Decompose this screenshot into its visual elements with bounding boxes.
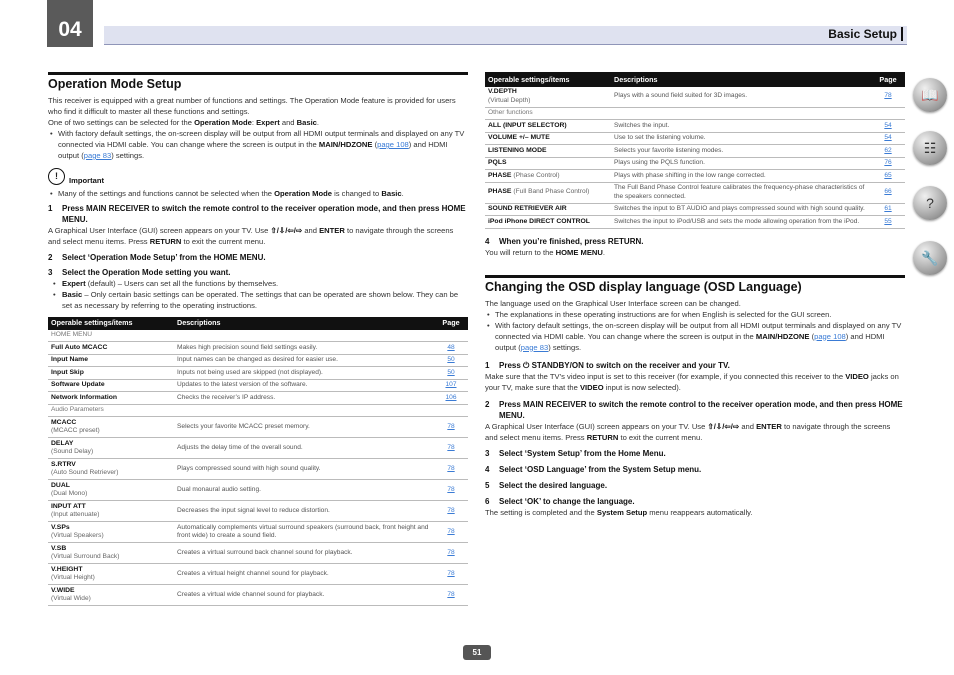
table-cell-page (871, 132, 905, 145)
step-4: 4 When you’re finished, press RETURN. (485, 236, 644, 246)
settings-table-left (48, 317, 468, 606)
table-cell-page (871, 203, 905, 216)
table-cell-item: VOLUME +/– MUTE (485, 132, 611, 145)
settings-table-right (485, 72, 905, 229)
table-cell-item: Input Skip (48, 367, 174, 380)
page-link[interactable]: 76 (884, 159, 892, 166)
osd-step-2: 2 Press MAIN RECEIVER to switch the remote control to the receiver operation mode, and then press HOME MENU. (485, 399, 903, 420)
page-link[interactable]: 78 (447, 443, 455, 451)
osd-intro: The language used on the Graphical User Interface screen can be changed. (485, 298, 741, 308)
page-link[interactable]: 66 (884, 188, 892, 196)
table-row (48, 367, 468, 380)
table-cell-page (434, 367, 468, 380)
col-header-items: Operable settings/items (485, 73, 611, 87)
table-cell-page (434, 585, 468, 606)
table-cell-page (434, 480, 468, 501)
page-link[interactable]: 78 (447, 485, 455, 493)
table-cell-page (434, 342, 468, 355)
page-link[interactable]: 48 (447, 343, 455, 351)
table-row (48, 392, 468, 405)
page-link[interactable]: 61 (884, 205, 892, 212)
table-row (48, 564, 468, 585)
osd-step-6: 6 Select ‘OK’ to change the language. (485, 496, 635, 506)
table-row (485, 107, 905, 120)
table-cell-item: Input Name (48, 354, 174, 367)
table-row (48, 501, 468, 522)
osd-step-3: 3 Select ‘System Setup’ from the Home Menu. (485, 448, 666, 458)
table-cell-description: Automatically complements virtual surround speakers (surround back, front height and front wide) to create a sound field. (174, 522, 434, 543)
table-row (485, 182, 905, 203)
table-cell-page (871, 157, 905, 170)
table-cell-page (434, 501, 468, 522)
col-header-descriptions: Descriptions (174, 317, 434, 330)
table-cell-item: V.WIDE (Virtual Wide) (48, 585, 174, 606)
remote-icon[interactable]: ☷ (913, 131, 947, 165)
table-cell-description: Plays with a sound field suited for 3D images. (611, 87, 871, 108)
osd-bullet-hdmi: • With factory default settings, the on-screen display will be output from all HDMI output terminals and displayed on any TV connected via HDMI cable. You can change where the screen is output in the MAIN/HDZONE (page 108) and HDMI output (page 83) settings. (485, 320, 905, 353)
page-link[interactable]: 54 (884, 134, 892, 141)
table-row (48, 522, 468, 543)
table-cell-page (434, 459, 468, 480)
table-cell-item: V.SB (Virtual Surround Back) (48, 543, 174, 564)
table-row (48, 417, 468, 438)
osd-step-1: 1 Press ⏻ STANDBY/ON to switch on the receiver and your TV. (485, 360, 730, 370)
table-row (485, 87, 905, 108)
table-cell-item: V.HEIGHT (Virtual Height) (48, 564, 174, 585)
page-link[interactable]: 78 (447, 527, 455, 535)
table-row (485, 203, 905, 216)
section-label: Basic Setup (828, 27, 903, 41)
table-cell-page (871, 120, 905, 133)
table-cell-item: SOUND RETRIEVER AIR (485, 203, 611, 216)
intro-paragraph-2: One of two settings can be selected for the Operation Mode: Expert and Basic. (48, 118, 320, 127)
page-link[interactable]: 78 (447, 548, 455, 556)
col-header-descriptions: Descriptions (611, 73, 871, 87)
table-cell-item: LISTENING MODE (485, 145, 611, 158)
osd-step-6-text: The setting is completed and the System Setup menu reappears automatically. (485, 507, 753, 517)
osd-step-5: 5 Select the desired language. (485, 480, 608, 490)
table-cell-description: Dual monaural audio setting. (174, 480, 434, 501)
table-cell-item: INPUT ATT (Input attenuate) (48, 501, 174, 522)
book-icon[interactable]: 📖 (913, 78, 947, 112)
page-link[interactable]: 62 (884, 146, 892, 154)
table-group-label: HOME MENU (48, 330, 468, 342)
table-row (48, 330, 468, 342)
table-cell-description: The Full Band Phase Control feature calibrates the frequency-phase characteristics of the speakers connected. (611, 182, 871, 203)
table-cell-description: Use to set the listening volume. (611, 132, 871, 145)
table-cell-description: Decreases the input signal level to reduce distortion. (174, 501, 434, 522)
table-cell-description: Inputs not being used are skipped (not displayed). (174, 367, 434, 380)
table-cell-page (434, 379, 468, 392)
page-link[interactable]: 50 (447, 368, 455, 376)
bullet-basic: • Basic – Only certain basic settings can be operated. The settings that can be operated are shown below. They can be set as necessary by referring to the operating instructions. (48, 289, 468, 311)
table-cell-item: iPod iPhone DIRECT CONTROL (485, 216, 611, 229)
table-group-label: Audio Parameters (48, 404, 468, 417)
link-page-108[interactable]: page 108 (814, 331, 846, 341)
table-row (485, 216, 905, 229)
col-header-items: Operable settings/items (48, 317, 174, 330)
page-link[interactable]: 78 (447, 590, 455, 598)
table-cell-page (871, 145, 905, 158)
osd-step-2-text: A Graphical User Interface (GUI) screen appears on your TV. Use ⇧/⇩/⇦/⇨ and ENTER to navigate through the screens and select menu items. Press RETURN to exit the current menu. (485, 421, 891, 442)
step-4-text: You will return to the HOME MENU. (485, 247, 606, 257)
wrench-icon[interactable]: 🔧 (913, 241, 947, 275)
table-row (48, 438, 468, 459)
table-cell-description: Switches the input. (611, 120, 871, 133)
table-row (48, 379, 468, 392)
intro-paragraph: This receiver is equipped with a great number of functions and settings. The Operation Mode feature is provided for users who find it difficult to master all these functions and settings. (48, 96, 456, 116)
important-note (48, 167, 468, 186)
table-cell-description: Plays compressed sound with high sound quality. (174, 459, 434, 480)
chapter-number: 04 (47, 0, 93, 47)
table-cell-page (871, 170, 905, 183)
table-cell-page (871, 216, 905, 229)
table-cell-item: MCACC (MCACC preset) (48, 417, 174, 438)
table-cell-item: V.SPs (Virtual Speakers) (48, 522, 174, 543)
page-link[interactable]: 78 (447, 464, 455, 472)
table-row (48, 543, 468, 564)
table-row (48, 480, 468, 501)
osd-step-1-text: Make sure that the TV’s video input is set to this receiver (for example, if you connected this receiver to the VIDEO jacks on your TV, make sure that the VIDEO input is now selected). (485, 371, 899, 392)
table-cell-item: PHASE (Phase Control) (485, 170, 611, 183)
link-page-83[interactable]: page 83 (520, 342, 549, 352)
table-cell-page (871, 182, 905, 203)
table-cell-description: Switches the input to iPod/USB and sets the mode allowing operation from the iPod. (611, 216, 871, 229)
right-column (485, 72, 905, 518)
col-header-page: Page (871, 73, 905, 87)
bullet-expert: • Expert (default) – Users can set all the functions by themselves. (48, 278, 468, 289)
section-title-operation-mode: Operation Mode Setup (48, 72, 468, 91)
table-cell-item: DUAL (Dual Mono) (48, 480, 174, 501)
step-1: 1 Press MAIN RECEIVER to switch the remote control to the receiver operation mode, and then press HOME MENU. (48, 204, 466, 224)
page-link[interactable]: 65 (884, 171, 892, 179)
page-link[interactable]: 78 (447, 422, 455, 430)
table-cell-item: ALL (INPUT SELECTOR) (485, 120, 611, 133)
page-link[interactable]: 107 (445, 381, 457, 388)
table-cell-description: Selects your favorite listening modes. (611, 145, 871, 158)
bullet-hdmi-output: • With factory default settings, the on-screen display will be output from all HDMI output terminals and displayed on any TV connected via HDMI cable. You can change where the screen is output in the MAIN/HDZONE (page 108) and HDMI output (page 83) settings. (48, 128, 468, 161)
table-cell-item: PQLS (485, 157, 611, 170)
table-cell-description: Checks the receiver’s IP address. (174, 392, 434, 405)
osd-bullet-english: • The explanations in these operating instructions are for when English is selected for the GUI screen. (485, 309, 905, 320)
important-icon: ! (48, 168, 65, 185)
table-cell-description: Updates to the latest version of the software. (174, 379, 434, 392)
important-label: Important (69, 176, 105, 185)
table-row (485, 170, 905, 183)
table-cell-page (434, 438, 468, 459)
table-row (48, 354, 468, 367)
page-link[interactable]: 78 (447, 569, 455, 577)
important-bullet: • Many of the settings and functions cannot be selected when the Operation Mode is changed to Basic. (48, 188, 468, 199)
table-cell-page (434, 354, 468, 367)
osd-step-4: 4 Select ‘OSD Language’ from the System Setup menu. (485, 464, 702, 474)
table-cell-item: Software Update (48, 379, 174, 392)
link-page-83[interactable]: page 83 (83, 151, 112, 160)
table-row (485, 157, 905, 170)
page-link[interactable]: 106 (445, 393, 457, 401)
table-row (48, 404, 468, 417)
table-cell-description: Switches the input to BT AUDIO and plays compressed sound with high sound quality. (611, 203, 871, 216)
table-cell-item: PHASE (Full Band Phase Control) (485, 182, 611, 203)
table-cell-item: Full Auto MCACC (48, 342, 174, 355)
table-row (485, 120, 905, 133)
table-group-label: Other functions (485, 107, 905, 120)
table-cell-item: DELAY (Sound Delay) (48, 438, 174, 459)
page-link[interactable]: 50 (447, 356, 455, 363)
table-cell-item: Network Information (48, 392, 174, 405)
table-cell-item: S.RTRV (Auto Sound Retriever) (48, 459, 174, 480)
table-cell-description: Input names can be changed as desired for easier use. (174, 354, 434, 367)
page-number: 51 (463, 645, 491, 660)
section-title-osd-language: Changing the OSD display language (OSD Language) (485, 275, 905, 294)
table-cell-description: Makes high precision sound field settings easily. (174, 342, 434, 355)
page-link[interactable]: 78 (447, 506, 455, 514)
table-cell-description: Creates a virtual surround back channel sound for playback. (174, 543, 434, 564)
table-cell-item: V.DEPTH (Virtual Depth) (485, 87, 611, 108)
table-row (485, 132, 905, 145)
page-link[interactable]: 78 (884, 92, 892, 100)
header-bar (104, 26, 907, 45)
table-cell-description: Creates a virtual height channel sound for playback. (174, 564, 434, 585)
table-cell-page (434, 392, 468, 405)
table-cell-description: Selects your favorite MCACC preset memory. (174, 417, 434, 438)
link-page-108[interactable]: page 108 (377, 140, 409, 149)
table-cell-description: Plays using the PQLS function. (611, 157, 871, 170)
question-icon[interactable]: ? (913, 186, 947, 220)
table-cell-page (871, 87, 905, 108)
page-link[interactable]: 54 (884, 121, 892, 129)
table-cell-description: Creates a virtual wide channel sound for playback. (174, 585, 434, 606)
table-row (48, 585, 468, 606)
table-row (485, 145, 905, 158)
table-cell-page (434, 417, 468, 438)
table-cell-page (434, 522, 468, 543)
step-2: 2 Select ‘Operation Mode Setup’ from the HOME MENU. (48, 253, 266, 262)
page-link[interactable]: 55 (884, 217, 892, 225)
table-cell-description: Plays with phase shifting in the low range corrected. (611, 170, 871, 183)
step-1-text: A Graphical User Interface (GUI) screen appears on your TV. Use ⇧/⇩/⇦/⇨ and ENTER to navigate through the screens and select menu items. Press RETURN to exit the current menu. (48, 226, 454, 246)
table-cell-page (434, 564, 468, 585)
table-row (48, 342, 468, 355)
table-cell-page (434, 543, 468, 564)
table-row (48, 459, 468, 480)
left-column (48, 72, 468, 606)
col-header-page: Page (434, 317, 468, 330)
table-cell-description: Adjusts the delay time of the overall sound. (174, 438, 434, 459)
step-3: 3 Select the Operation Mode setting you want. (48, 268, 231, 277)
